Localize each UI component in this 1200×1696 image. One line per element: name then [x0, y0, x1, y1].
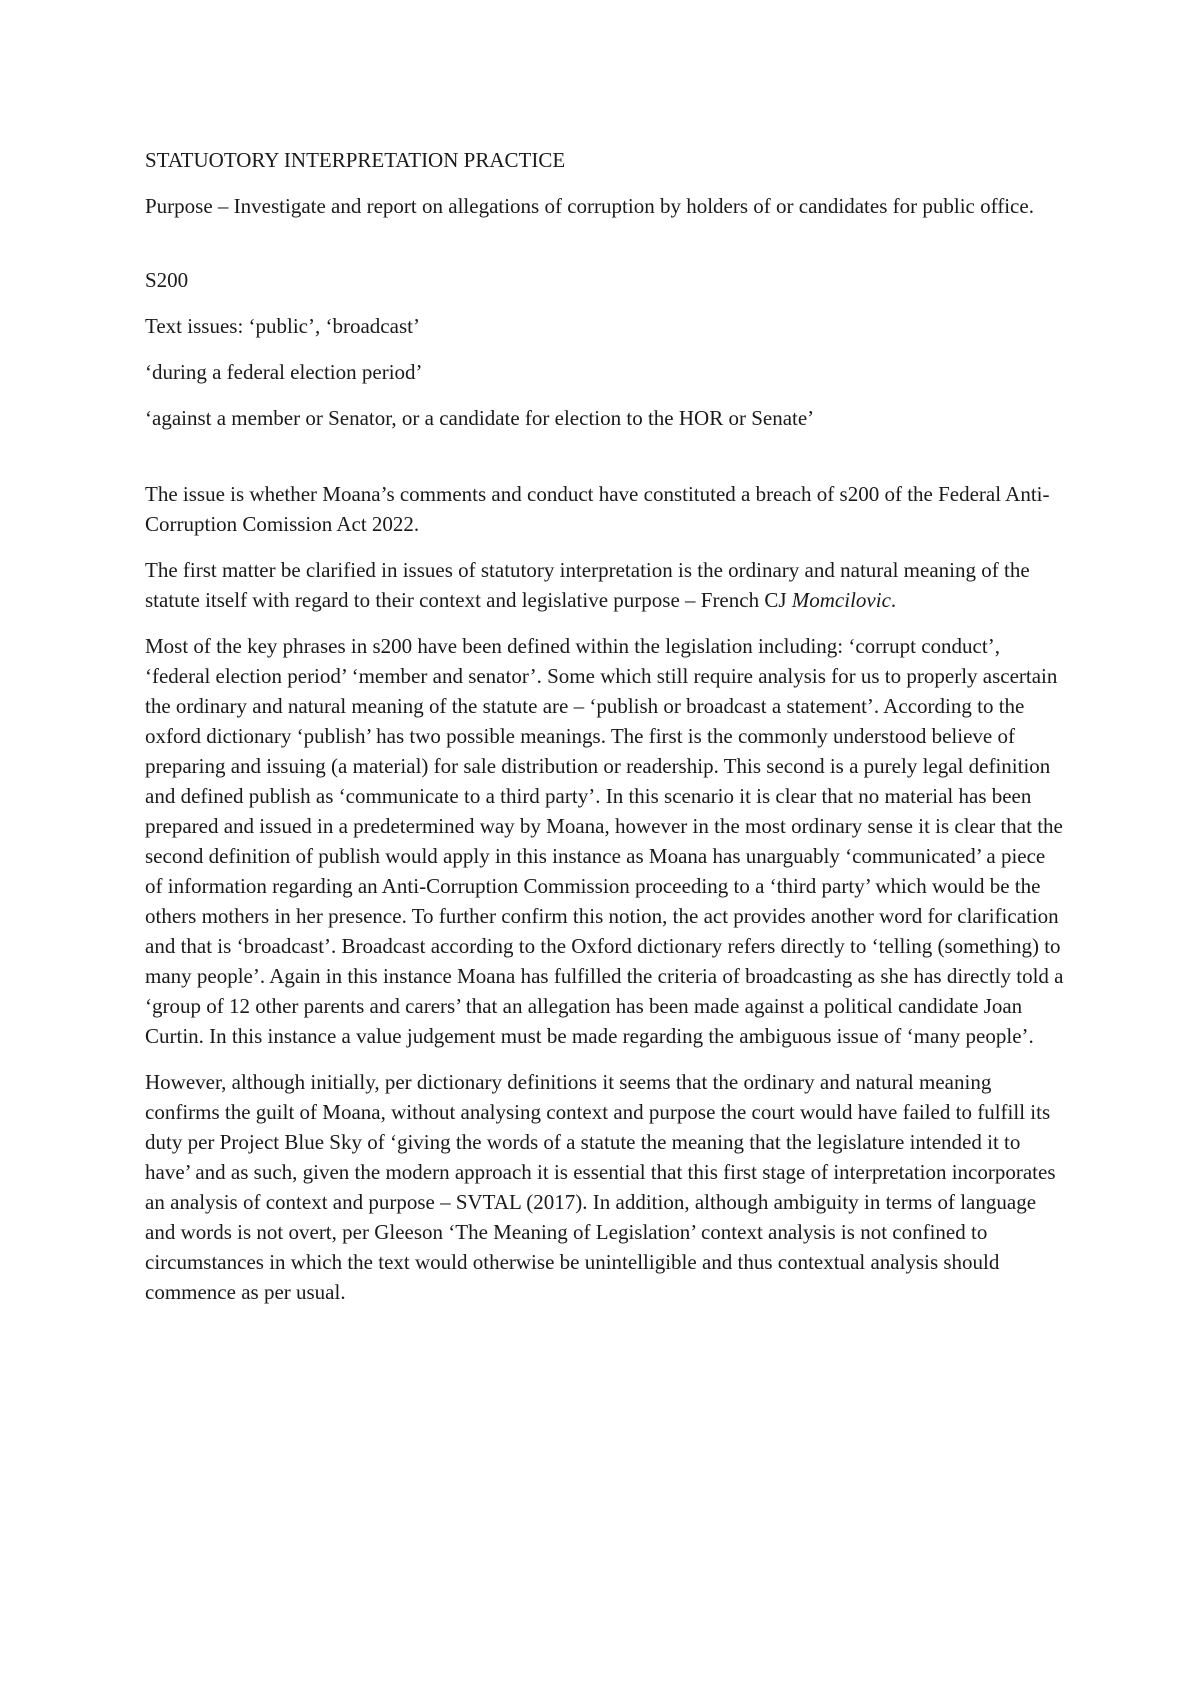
text-issues-line: Text issues: ‘public’, ‘broadcast’ [145, 314, 420, 338]
first-matter-text: The first matter be clarified in issues of statutory interpretation is the ordinary and natural meaning of the statute itself with regard to their context and legislative purpose – French CJ [145, 558, 1030, 612]
phrase-election-period: ‘during a federal election period’ [145, 360, 423, 384]
document-title: STATUOTORY INTERPRETATION PRACTICE [145, 148, 566, 172]
issue-paragraph: The issue is whether Moana’s comments and conduct have constituted a breach of s200 of the Federal Anti- Corruption Comission Act 2022. [145, 482, 1050, 536]
first-matter-end: . [890, 588, 897, 612]
purpose-paragraph: Purpose – Investigate and report on allegations of corruption by holders of or candidates for public office. [145, 194, 1034, 218]
phrase-member-senator: ‘against a member or Senator, or a candidate for election to the HOR or Senate’ [145, 406, 815, 430]
document-page [145, 145, 1065, 1323]
however-paragraph: However, although initially, per dictionary definitions it seems that the ordinary and natural meaning confirms the guilt of Moana, without analysing context and purpose the court would have failed to fulfill its duty per Project Blue Sky of ‘giving the words of a statute the meaning that the legislature intended it to have’ and as such, given the modern approach it is essential that this first stage of interpretation incorporates an analysis of context and purpose – SVTAL (2017). In addition, although ambiguity in terms of language and words is not overt, per Gleeson ‘The Meaning of Legislation’ context analysis is not confined to circumstances in which the text would otherwise be unintelligible and thus contextual analysis should commence as per usual. [145, 1070, 1056, 1304]
section-heading: S200 [145, 268, 189, 292]
case-name-momcilovic: Momcilovic [791, 588, 891, 612]
first-matter-paragraph [145, 555, 1065, 615]
key-phrases-paragraph: Most of the key phrases in s200 have been defined within the legislation including: ‘corrupt conduct’, ‘federal election period’ ‘member and senator’. Some which still require analysis for us to properly ascertain the ordinary and natural meaning of the statute are – ‘publish or broadcast a statement’. According to the oxford dictionary ‘publish’ has two possible meanings. The first is the commonly understood believe of preparing and issuing (a material) for sale distribution or readership. This second is a purely legal definition and defined publish as ‘communicate to a third party’. In this scenario it is clear that no material has been prepared and issued in a predetermined way by Moana, however in the most ordinary sense it is clear that the second definition of publish would apply in this instance as Moana has unarguably ‘communicated’ a piece of information regarding an Anti-Corruption Commission proceeding to a ‘third party’ which would be the others mothers in her presence. To further confirm this notion, the act provides another word for clarification and that is ‘broadcast’. Broadcast according to the Oxford dictionary refers directly to ‘telling (something) to many people’. Again in this instance Moana has fulfilled the criteria of broadcasting as she has directly told a ‘group of 12 other parents and carers’ that an allegation has been made against a political candidate Joan Curtin. In this instance a value judgement must be made regarding the ambiguous issue of ‘many people’. [145, 634, 1064, 1048]
